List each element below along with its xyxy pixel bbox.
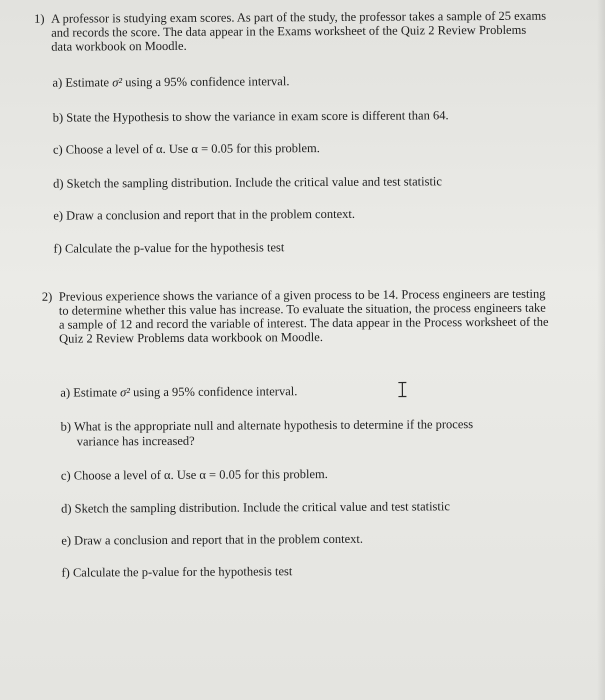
- question-1-number: 1): [34, 11, 45, 26]
- question-2: [42, 287, 552, 346]
- q2-part-a-sigma: σ²: [120, 385, 131, 400]
- q2-part-d: d) Sketch the sampling distribution. Include the critical value and test statistic: [61, 499, 450, 516]
- q2-part-b-line1: b) What is the appropriate null and alternate hypothesis to determine if the process: [60, 417, 474, 434]
- q1-part-d: d) Sketch the sampling distribution. Include the critical value and test statistic: [53, 174, 442, 191]
- q2-part-f: f) Calculate the p-value for the hypothesis test: [61, 564, 293, 580]
- q1-part-a: [52, 74, 289, 90]
- q2-part-c: c) Choose a level of α. Use α = 0.05 for this problem.: [60, 467, 328, 483]
- question-2-stem: Previous experience shows the variance of a given process to be 14. Process engineers are testing to determine whether this value has increase. To evaluate the situation, the process engineers take a sample of 12 and record the variable of interest. The data appear in the Process worksheet of the Quiz 2 Review Problems data workbook on Moodle.: [58, 286, 549, 346]
- q2-part-a: [60, 384, 297, 400]
- question-1-stem: A professor is studying exam scores. As part of the study, the professor takes a sample of 25 exams and records the score. The data appear in the Exams worksheet of the Quiz 2 Review Problems data workbook on Moodle.: [51, 8, 547, 54]
- text-cursor-icon: [397, 382, 407, 398]
- q2-part-a-post: using a 95% confidence interval.: [129, 384, 298, 400]
- q2-part-b: [61, 417, 474, 450]
- q2-part-b-line2: variance has increased?: [76, 433, 195, 449]
- q2-part-a-pre: a) Estimate: [60, 385, 121, 400]
- question-2-number: 2): [41, 289, 53, 304]
- question-1: [34, 9, 549, 54]
- q1-part-b: b) State the Hypothesis to show the variance in exam score is different than 64.: [52, 108, 449, 125]
- q2-part-e: e) Draw a conclusion and report that in the problem context.: [61, 531, 363, 548]
- q1-part-f: f) Calculate the p-value for the hypothesis test: [53, 240, 285, 256]
- q1-part-a-pre: a) Estimate: [52, 75, 113, 90]
- page-edge-shadow: [597, 0, 605, 700]
- q1-part-c: c) Choose a level of α. Use α = 0.05 for this problem.: [52, 141, 320, 157]
- q1-part-a-sigma: σ²: [112, 75, 123, 90]
- q1-part-a-post: using a 95% confidence interval.: [122, 74, 290, 90]
- q1-part-e: e) Draw a conclusion and report that in the problem context.: [53, 206, 355, 223]
